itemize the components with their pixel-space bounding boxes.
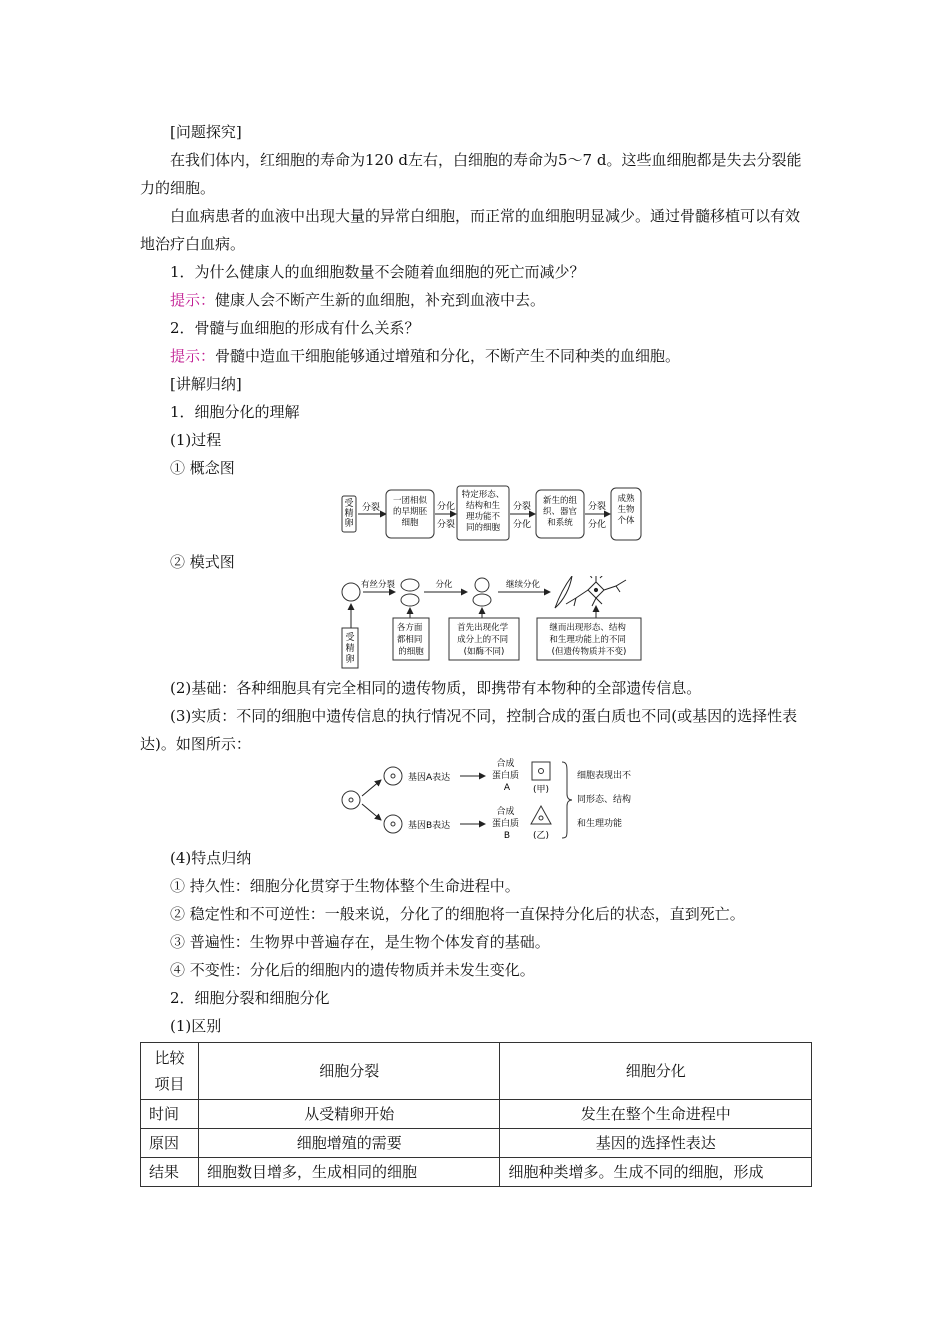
- neuron-icon: [566, 576, 626, 606]
- table-header-row: [141, 1043, 812, 1100]
- heading-1-1: (1)过程: [170, 431, 222, 449]
- table-header-cell: 细胞分裂: [198, 1043, 500, 1100]
- essence-paragraph: (3)实质：不同的细胞中遗传信息的执行情况不同，控制合成的蛋白质也不同(或基因的选择性表达)。如图所示：: [140, 707, 798, 753]
- concept-arrow-1-label-bottom: 分裂: [436, 520, 456, 530]
- table-cell: 基因的选择性表达: [500, 1129, 812, 1158]
- identical-cell-top: [401, 579, 419, 591]
- diff-cell-top: [475, 578, 489, 592]
- heading-2-1: (1)区别: [170, 1017, 222, 1035]
- protein-a-text: 合成 蛋白质 A: [492, 759, 520, 793]
- model-diagram-title: ② 模式图: [170, 553, 235, 571]
- table-row: [141, 1100, 812, 1129]
- answer-1-text: 健康人会不断产生新的血细胞，补充到血液中去。: [215, 291, 546, 309]
- concept-box-zygote-text: 受精卵: [344, 499, 354, 529]
- answer-2: [140, 342, 812, 370]
- heading-2: 2．细胞分裂和细胞分化: [170, 989, 330, 1007]
- concept-arrow-2-label-bottom: 分化: [512, 520, 532, 530]
- heading-1: 1．细胞分化的理解: [170, 403, 300, 421]
- identical-cell-bottom: [401, 594, 419, 606]
- feature-4: ④ 不变性：分化后的细胞内的遗传物质并未发生变化。: [170, 961, 535, 979]
- gene-a-label: 基因A表达: [408, 773, 451, 783]
- cell-b: [384, 815, 402, 833]
- table-cell: 从受精卵开始: [198, 1100, 500, 1129]
- protein-b-text: 合成 蛋白质 B: [492, 807, 520, 841]
- comparison-table: [140, 1042, 812, 1187]
- table-row: [141, 1158, 812, 1187]
- right-brace: [562, 762, 572, 838]
- question-1: 1．为什么健康人的血细胞数量不会随着血细胞的死亡而减少？: [170, 263, 585, 281]
- model-box-identical-text: 各方面 都相同 的细胞: [396, 623, 424, 657]
- further-differentiation-arrow-label: 继续分化: [505, 580, 541, 590]
- origin-cell: [342, 791, 360, 809]
- concept-box-early-embryo-text: 一团相似的早期胚细胞: [392, 496, 428, 528]
- concept-arrow-1-label-top: 分化: [436, 502, 456, 512]
- paragraph-1: 在我们体内，红细胞的寿命为120 d左右，白细胞的寿命为5～7 d。这些血细胞都是失去分裂能力的细胞。: [140, 151, 802, 197]
- concept-box-tissues-organs-text: 新生的组织、器官和系统: [542, 496, 578, 528]
- answer-1: [140, 286, 812, 314]
- section-explain-heading: [讲解归纳]: [170, 375, 242, 393]
- concept-arrow-3-label-bottom: 分化: [587, 520, 607, 530]
- model-box-zygote-text: 受精卵: [345, 633, 355, 665]
- paragraph-2: 白血病患者的血液中出现大量的异常白细胞，而正常的血细胞明显减少。通过骨髓移植可以有效地治疗白血病。: [140, 207, 801, 253]
- table-cell: 细胞数目增多，生成相同的细胞: [198, 1158, 500, 1187]
- feature-2: ② 稳定性和不可逆性：一般来说，分化了的细胞将一直保持分化后的状态，直到死亡。: [170, 905, 745, 923]
- concept-arrow-2-label-top: 分裂: [512, 502, 532, 512]
- square-cell-icon: [532, 762, 550, 780]
- cell-jia-label: (甲): [532, 785, 550, 795]
- answer-2-text: 骨髓中造血干细胞能够通过增殖和分化，不断产生不同种类的血细胞。: [215, 347, 681, 365]
- branch-arrow-b: [362, 804, 381, 820]
- feature-1: ① 持久性：细胞分化贯穿于生物体整个生命进程中。: [170, 877, 520, 895]
- concept-arrow-3-label-top: 分裂: [587, 502, 607, 512]
- mitosis-arrow-label: 有丝分裂: [360, 580, 396, 590]
- cell-yi-label: (乙): [532, 831, 550, 841]
- hint-label: 提示：: [170, 291, 216, 309]
- table-header-cell: 细胞分化: [500, 1043, 812, 1100]
- concept-box-mature-organism-text: 成熟生物个体: [617, 494, 635, 526]
- gene-expression-diagram: [140, 758, 812, 842]
- concept-map: [140, 482, 812, 544]
- table-cell: 发生在整个生命进程中: [500, 1100, 812, 1129]
- basis-paragraph: (2)基础：各种细胞具有完全相同的遗传物质，即携带有本物种的全部遗传信息。: [170, 679, 702, 697]
- question-2: 2．骨髓与血细胞的形成有什么关系？: [170, 319, 420, 337]
- model-box-morphology-text: 继而出现形态、结构 和生理功能上的不同 (但遗传物质并不变): [549, 623, 627, 657]
- triangle-cell-icon: [531, 806, 551, 824]
- hint-label: 提示：: [170, 347, 216, 365]
- table-row: [141, 1129, 812, 1158]
- table-header-cell: 比较 项目: [141, 1043, 199, 1100]
- model-box-chemical-text: 首先出现化学 成分上的不同 (如酶不同): [457, 623, 509, 657]
- differentiation-arrow-label: 分化: [435, 580, 453, 590]
- table-cell: 时间: [141, 1100, 199, 1129]
- concept-arrow-0-label: 分裂: [361, 503, 381, 513]
- model-diagram: [140, 576, 812, 672]
- concept-box-specialized-cells-text: 特定形态、结构和生理功能不同的细胞: [461, 490, 505, 533]
- gene-b-label: 基因B表达: [408, 821, 451, 831]
- concept-map-title: ① 概念图: [170, 459, 235, 477]
- section-explore-heading: [问题探究]: [170, 123, 242, 141]
- table-cell: 细胞增殖的需要: [198, 1129, 500, 1158]
- zygote-circle: [342, 583, 360, 601]
- document-page: [140, 118, 812, 1187]
- table-cell: 原因: [141, 1129, 199, 1158]
- diff-cell-bottom: [473, 594, 491, 606]
- table-cell: 结果: [141, 1158, 199, 1187]
- table-cell: 细胞种类增多。生成不同的细胞，形成: [500, 1158, 812, 1187]
- cell-a: [384, 767, 402, 785]
- features-heading: (4)特点归纳: [170, 849, 252, 867]
- feature-3: ③ 普遍性：生物界中普遍存在，是生物个体发育的基础。: [170, 933, 550, 951]
- result-text: 细胞表现出不 同形态、结构 和生理功能: [577, 771, 632, 829]
- muscle-cell-icon: [555, 576, 572, 608]
- branch-arrow-a: [362, 780, 381, 796]
